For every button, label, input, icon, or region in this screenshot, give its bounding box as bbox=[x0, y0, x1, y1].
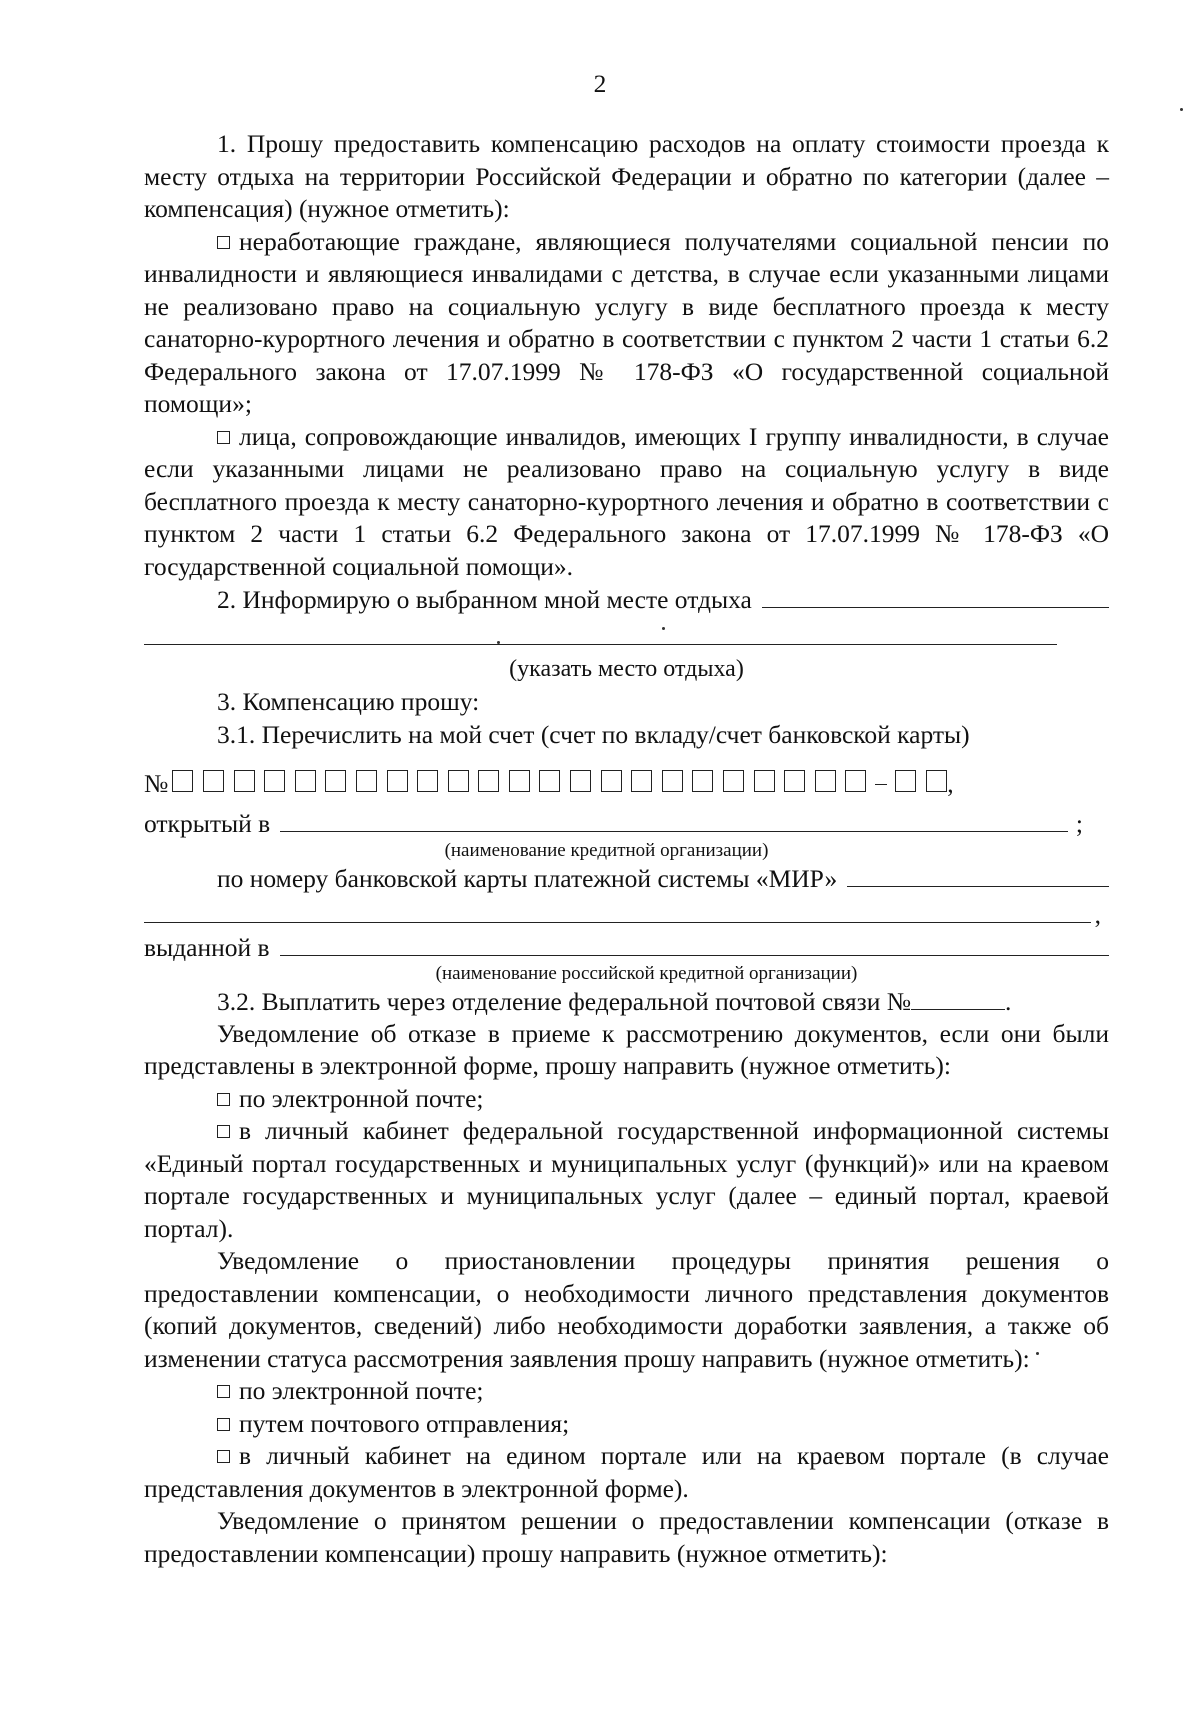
issued-label: выданной в bbox=[144, 932, 270, 962]
checkbox[interactable] bbox=[217, 1125, 230, 1138]
rest-place-row bbox=[144, 583, 1109, 616]
account-digit-box[interactable] bbox=[723, 770, 744, 792]
rest-place-row-2 bbox=[144, 620, 1109, 653]
checkbox[interactable] bbox=[217, 236, 230, 249]
account-digit-boxes bbox=[168, 768, 876, 801]
account-suffix: , bbox=[947, 768, 954, 798]
account-digit-box[interactable] bbox=[926, 770, 947, 792]
option-pension-recipients bbox=[144, 226, 1109, 421]
decision-intro: Уведомление о принятом решении о предоставлении компенсации (отказе в предоставлении компенсации) прошу направить (нужное отметить): bbox=[144, 1506, 1109, 1568]
refusal-option-cabinet bbox=[144, 1115, 1109, 1245]
suspension-option-post bbox=[144, 1408, 1109, 1441]
scan-speck bbox=[1036, 1352, 1039, 1355]
post-office-row bbox=[144, 985, 1109, 1018]
opened-in-row bbox=[144, 807, 1109, 840]
account-prefix: № bbox=[144, 768, 169, 798]
scan-speck bbox=[662, 627, 665, 630]
checkbox[interactable] bbox=[217, 431, 230, 444]
account-digit-box[interactable] bbox=[631, 770, 652, 792]
paragraph-3-title: 3. Компенсацию прошу: bbox=[217, 687, 480, 716]
account-digit-box[interactable] bbox=[448, 770, 469, 792]
rest-place-caption: (указать место отдыха) bbox=[509, 656, 744, 682]
option-label: в личный кабинет федеральной государственной информационной системы «Единый портал государственных и муниципальных услуг (функций)» или на краевом портале государственных и муниципальных услуг (далее – единый портал, краевой портал). bbox=[144, 1116, 1109, 1243]
page-number: 2 bbox=[593, 69, 607, 98]
card-end: , bbox=[1094, 900, 1101, 929]
card-label: по номеру банковской карты платежной системы «МИР» bbox=[217, 863, 838, 893]
checkbox[interactable] bbox=[217, 1093, 230, 1106]
account-digit-box[interactable] bbox=[478, 770, 499, 792]
paragraph-1-intro: 1. Прошу предоставить компенсацию расходов на оплату стоимости проезда к месту отдыха на территории Российской Федерации и обратно по категории (далее – компенсация) (нужное отметить): bbox=[144, 129, 1109, 223]
card-row-2 bbox=[144, 898, 1109, 931]
account-digit-box[interactable] bbox=[387, 770, 408, 792]
checkbox[interactable] bbox=[217, 1385, 230, 1398]
account-digit-box[interactable] bbox=[172, 770, 193, 792]
suspension-intro: Уведомление о приостановлении процедуры принятия решения о предоставлении компенсации, о необходимости личного представления документов (копий документов, сведений) либо необходимости доработки заявления, а также об изменении статуса рассмотрения заявления прошу направить (нужное отметить): bbox=[144, 1246, 1109, 1373]
option-label: путем почтового отправления; bbox=[239, 1408, 570, 1438]
issued-in-row bbox=[144, 931, 1109, 964]
opened-end: ; bbox=[1075, 809, 1083, 838]
scan-speck bbox=[497, 641, 500, 644]
refusal-intro: Уведомление об отказе в приеме к рассмотрению документов, если они были представлены в электронной форме, прошу направить (нужное отметить): bbox=[144, 1018, 1109, 1080]
account-digit-box[interactable] bbox=[815, 770, 836, 792]
opened-label: открытый в bbox=[144, 809, 271, 838]
suspension-option-email bbox=[144, 1375, 1109, 1408]
account-digit-box[interactable] bbox=[570, 770, 591, 792]
account-digit-box[interactable] bbox=[895, 770, 916, 792]
account-digit-box[interactable] bbox=[203, 770, 224, 792]
checkbox[interactable] bbox=[217, 1450, 230, 1463]
document-body bbox=[144, 128, 1109, 1570]
paragraph-2-text: 2. Информирую о выбранном мной месте отдыха bbox=[217, 585, 752, 614]
account-digit-box[interactable] bbox=[662, 770, 683, 792]
account-number-row bbox=[144, 761, 1109, 807]
account-digit-box[interactable] bbox=[295, 770, 316, 792]
post-office-number-field[interactable] bbox=[911, 985, 1005, 1010]
issued-in-field[interactable] bbox=[280, 931, 1109, 956]
opened-in-field[interactable] bbox=[280, 807, 1068, 832]
item-3-2-end: . bbox=[1005, 987, 1012, 1016]
account-digit-box[interactable] bbox=[356, 770, 377, 792]
account-digit-box[interactable] bbox=[539, 770, 560, 792]
option-label: по электронной почте; bbox=[239, 1083, 484, 1113]
item-3-1: 3.1. Перечислить на мой счет (счет по вкладу/счет банковской карты) bbox=[217, 719, 970, 749]
issued-caption: (наименование российской кредитной организации) bbox=[435, 963, 858, 984]
item-3-2: 3.2. Выплатить через отделение федеральной почтовой связи № bbox=[217, 987, 912, 1016]
account-digit-box[interactable] bbox=[417, 770, 438, 792]
account-digit-box[interactable] bbox=[264, 770, 285, 792]
option-accompanying-persons bbox=[144, 421, 1109, 584]
account-digit-box[interactable] bbox=[234, 770, 255, 792]
scan-speck bbox=[1180, 108, 1183, 111]
rest-place-field-2[interactable] bbox=[144, 620, 1057, 645]
suspension-option-cabinet bbox=[144, 1440, 1109, 1505]
card-field-2[interactable] bbox=[144, 898, 1091, 923]
rest-place-field[interactable] bbox=[762, 583, 1109, 608]
opened-caption: (наименование кредитной организации) bbox=[444, 839, 769, 861]
account-digit-box[interactable] bbox=[784, 770, 805, 792]
account-digit-box[interactable] bbox=[601, 770, 622, 792]
option-label: неработающие граждане, являющиеся получателями социальной пенсии по инвалидности и являющиеся инвалидами с детства, в случае если указанными лицами не реализовано право на социальную услугу в виде бесплатного проезда к месту санаторно-курортного лечения и обратно в соответствии с пунктом 2 части 1 статьи 6.2 Федерального закона от 17.07.1999 № 178-ФЗ «О государственной социальной помощи»; bbox=[144, 226, 1109, 418]
account-digit-box[interactable] bbox=[325, 770, 346, 792]
account-digit-box[interactable] bbox=[845, 770, 866, 792]
account-digit-box[interactable] bbox=[754, 770, 775, 792]
refusal-option-email bbox=[144, 1083, 1109, 1116]
checkbox[interactable] bbox=[217, 1418, 230, 1431]
option-label: лица, сопровождающие инвалидов, имеющих I группу инвалидности, в случае если указанными лицами не реализовано право на социальную услугу в виде бесплатного проезда к месту санаторно-курортного лечения и обратно в соответствии с пунктом 2 части 1 статьи 6.2 Федерального закона от 17.07.1999 № 178-ФЗ «О государственной социальной помощи». bbox=[144, 421, 1109, 581]
card-row bbox=[144, 862, 1109, 895]
account-digit-box[interactable] bbox=[692, 770, 713, 792]
card-field[interactable] bbox=[847, 862, 1109, 887]
account-dash bbox=[875, 784, 887, 785]
account-digit-box[interactable] bbox=[509, 770, 530, 792]
option-label: в личный кабинет на едином портале или на краевом портале (в случае представления документов в электронной форме). bbox=[144, 1441, 1109, 1503]
option-label: по электронной почте; bbox=[239, 1376, 484, 1405]
